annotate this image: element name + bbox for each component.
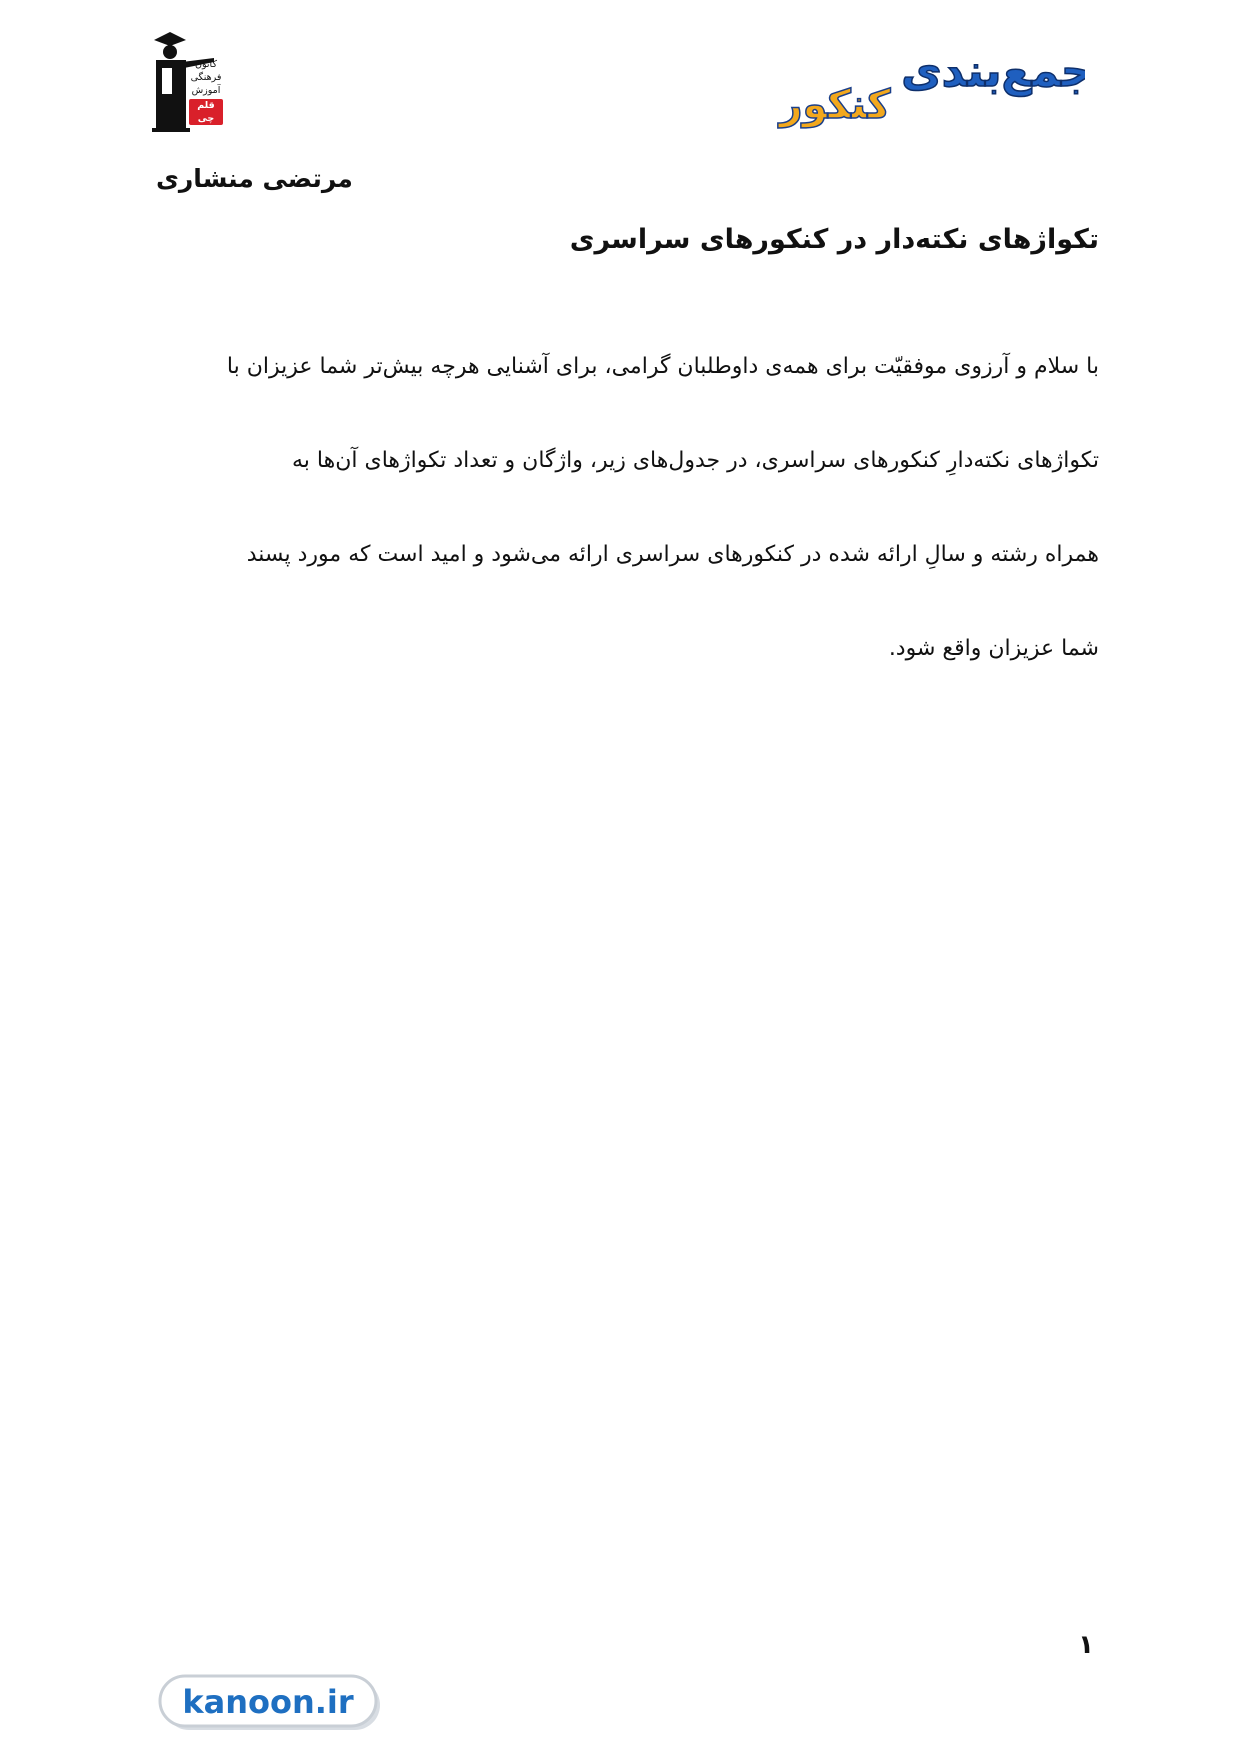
body-line: شما عزیزان واقع شود. bbox=[888, 636, 1099, 661]
kanoon-line-2: فرهنگی bbox=[190, 72, 222, 83]
author-name: مرتضی منشاری bbox=[156, 164, 353, 193]
body-line: همراه رشته و سالِ ارائه شده در کنکورهای سراسری ارائه می‌شود و امید است که مورد پسند bbox=[246, 542, 1099, 567]
page-number: ۱ bbox=[1078, 1630, 1094, 1660]
body-line: تکواژهای نکته‌دارِ کنکورهای سراسری، در جدول‌های زیر، واژگان و تعداد تکواژهای آن‌ها به bbox=[292, 448, 1099, 473]
brand-logo-bottom: کنکور bbox=[779, 82, 891, 128]
kanoon-line-4: قلم چی bbox=[189, 99, 223, 125]
kanoon-ir-logo bbox=[156, 1670, 388, 1740]
brand-logo bbox=[725, 40, 1085, 136]
kanoon-ir-text: kanoon.ir bbox=[182, 1683, 354, 1721]
brand-logo-top: جمع‌بندی bbox=[901, 46, 1085, 97]
kanoon-line-1: کانون bbox=[195, 59, 217, 70]
kanoon-logo-text bbox=[189, 58, 223, 125]
page-title: تکواژهای نکته‌دار در کنکورهای سراسری bbox=[569, 224, 1099, 255]
kanoon-line-3: آموزش bbox=[191, 85, 221, 96]
intro-paragraph bbox=[156, 320, 1099, 696]
body-line: با سلام و آرزوی موفقیّت برای همه‌ی داوطلبان گرامی، برای آشنایی هرچه بیش‌تر شما عزیزان با bbox=[226, 354, 1099, 379]
